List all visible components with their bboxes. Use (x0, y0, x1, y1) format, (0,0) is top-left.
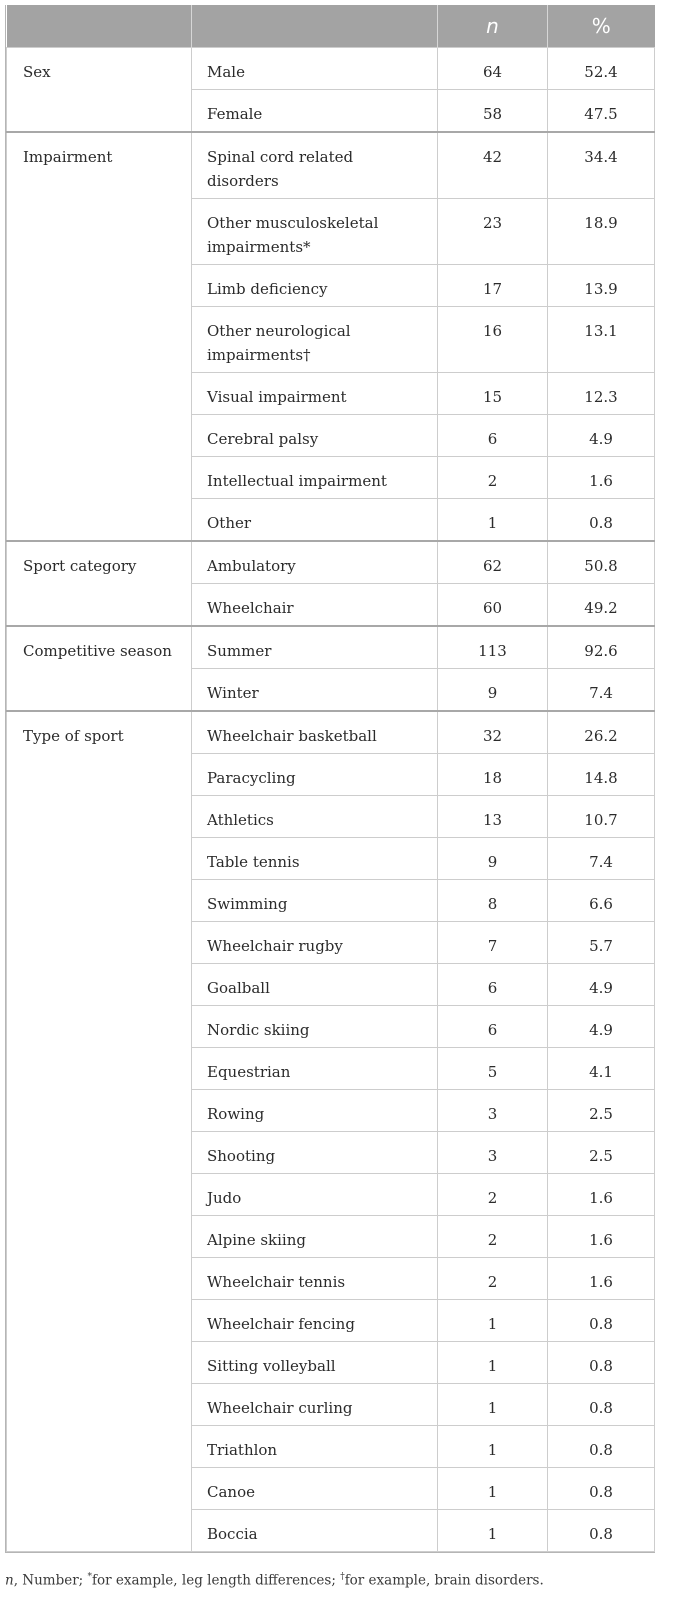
header-percent: % (548, 5, 655, 48)
row-label-cell: Boccia (192, 1510, 438, 1552)
row-n-cell: 15 (438, 373, 548, 415)
row-percent-cell: 26.2 (548, 711, 655, 754)
row-n-cell: 62 (438, 541, 548, 584)
row-n-cell: 6 (438, 964, 548, 1006)
footnote-dagger-symbol: † (340, 1572, 345, 1582)
row-percent-cell: 2.5 (548, 1090, 655, 1132)
row-percent-cell: 92.6 (548, 626, 655, 669)
row-label-cell: Wheelchair (192, 584, 438, 627)
row-n-cell: 32 (438, 711, 548, 754)
row-label-cell: Male (192, 48, 438, 90)
row-label-cell: Wheelchair tennis (192, 1258, 438, 1300)
row-percent-cell: 7.4 (548, 669, 655, 712)
table-row (7, 541, 655, 584)
row-percent-cell: 0.8 (548, 1426, 655, 1468)
row-label-cell: Alpine skiing (192, 1216, 438, 1258)
row-n-cell: 3 (438, 1090, 548, 1132)
footnote-n-text: , Number; (13, 1572, 88, 1589)
table-row (7, 626, 655, 669)
row-n-cell: 60 (438, 584, 548, 627)
row-n-cell: 113 (438, 626, 548, 669)
row-n-cell: 13 (438, 796, 548, 838)
row-percent-cell: 0.8 (548, 1384, 655, 1426)
row-percent-cell: 52.4 (548, 48, 655, 90)
row-label-cell: Wheelchair basketball (192, 711, 438, 754)
row-n-cell: 9 (438, 669, 548, 712)
row-percent-cell: 13.1 (548, 307, 655, 373)
row-n-cell: 2 (438, 457, 548, 499)
row-category-cell: Impairment (7, 132, 192, 541)
row-percent-cell: 50.8 (548, 541, 655, 584)
row-n-cell: 1 (438, 1342, 548, 1384)
row-label-cell: Paracycling (192, 754, 438, 796)
row-label-cell: Summer (192, 626, 438, 669)
row-percent-cell: 1.6 (548, 1216, 655, 1258)
row-n-cell: 1 (438, 1384, 548, 1426)
row-label-cell: Other neurological impairments† (192, 307, 438, 373)
row-percent-cell: 18.9 (548, 199, 655, 265)
table-footnote (5, 1572, 665, 1589)
footnote-star-text: for example, leg length differences; (92, 1572, 341, 1589)
row-label-cell: Other (192, 499, 438, 542)
row-label-cell: Visual impairment (192, 373, 438, 415)
row-n-cell: 64 (438, 48, 548, 90)
row-category-cell: Competitive season (7, 626, 192, 711)
row-label-cell: Table tennis (192, 838, 438, 880)
footnote-star-symbol: * (87, 1572, 93, 1582)
row-n-cell: 3 (438, 1132, 548, 1174)
row-category-cell: Sport category (7, 541, 192, 626)
table-body (7, 48, 655, 1552)
row-percent-cell: 1.6 (548, 457, 655, 499)
row-percent-cell: 14.8 (548, 754, 655, 796)
row-n-cell: 9 (438, 838, 548, 880)
row-label-cell: Winter (192, 669, 438, 712)
row-label-cell: Other musculoskeletal impairments* (192, 199, 438, 265)
row-percent-cell: 2.5 (548, 1132, 655, 1174)
table-row (7, 132, 655, 199)
row-n-cell: 8 (438, 880, 548, 922)
row-n-cell: 6 (438, 1006, 548, 1048)
row-percent-cell: 4.9 (548, 415, 655, 457)
row-label-cell: Cerebral palsy (192, 415, 438, 457)
row-percent-cell: 49.2 (548, 584, 655, 627)
row-percent-cell: 7.4 (548, 838, 655, 880)
row-n-cell: 1 (438, 1426, 548, 1468)
row-label-cell: Limb deficiency (192, 265, 438, 307)
footnote-dagger-text: for example, brain disorders. (344, 1572, 544, 1589)
row-label-cell: Ambulatory (192, 541, 438, 584)
row-percent-cell: 4.1 (548, 1048, 655, 1090)
header-category (7, 5, 192, 48)
row-label-cell: Intellectual impairment (192, 457, 438, 499)
row-label-cell: Canoe (192, 1468, 438, 1510)
row-percent-cell: 34.4 (548, 132, 655, 199)
row-label-cell: Nordic skiing (192, 1006, 438, 1048)
row-percent-cell: 4.9 (548, 1006, 655, 1048)
row-percent-cell: 1.6 (548, 1258, 655, 1300)
row-n-cell: 18 (438, 754, 548, 796)
table-row (7, 711, 655, 754)
row-n-cell: 2 (438, 1258, 548, 1300)
table-header (7, 5, 655, 48)
row-label-cell: Wheelchair fencing (192, 1300, 438, 1342)
row-percent-cell: 0.8 (548, 1342, 655, 1384)
row-percent-cell: 1.6 (548, 1174, 655, 1216)
row-n-cell: 7 (438, 922, 548, 964)
row-n-cell: 5 (438, 1048, 548, 1090)
row-label-cell: Judo (192, 1174, 438, 1216)
table-row (7, 48, 655, 90)
footnote-n-symbol: n (5, 1572, 14, 1589)
row-label-cell: Athletics (192, 796, 438, 838)
row-percent-cell: 0.8 (548, 1468, 655, 1510)
row-n-cell: 42 (438, 132, 548, 199)
row-category-cell: Type of sport (7, 711, 192, 1552)
row-label-cell: Wheelchair rugby (192, 922, 438, 964)
row-n-cell: 17 (438, 265, 548, 307)
row-label-cell: Swimming (192, 880, 438, 922)
row-label-cell: Wheelchair curling (192, 1384, 438, 1426)
row-percent-cell: 47.5 (548, 90, 655, 133)
row-n-cell: 16 (438, 307, 548, 373)
row-n-cell: 58 (438, 90, 548, 133)
row-percent-cell: 10.7 (548, 796, 655, 838)
row-n-cell: 1 (438, 1510, 548, 1552)
row-percent-cell: 5.7 (548, 922, 655, 964)
row-percent-cell: 4.9 (548, 964, 655, 1006)
row-percent-cell: 0.8 (548, 1510, 655, 1552)
row-percent-cell: 6.6 (548, 880, 655, 922)
row-n-cell: 1 (438, 1468, 548, 1510)
data-table-container (5, 5, 655, 1553)
row-n-cell: 23 (438, 199, 548, 265)
header-n: n (438, 5, 548, 48)
row-percent-cell: 13.9 (548, 265, 655, 307)
row-percent-cell: 0.8 (548, 499, 655, 542)
row-label-cell: Equestrian (192, 1048, 438, 1090)
row-category-cell: Sex (7, 48, 192, 133)
row-n-cell: 1 (438, 499, 548, 542)
header-row (7, 5, 655, 48)
row-label-cell: Spinal cord related disorders (192, 132, 438, 199)
row-label-cell: Goalball (192, 964, 438, 1006)
row-label-cell: Rowing (192, 1090, 438, 1132)
row-percent-cell: 0.8 (548, 1300, 655, 1342)
data-table (6, 5, 655, 1552)
row-label-cell: Triathlon (192, 1426, 438, 1468)
row-n-cell: 6 (438, 415, 548, 457)
row-n-cell: 1 (438, 1300, 548, 1342)
row-n-cell: 2 (438, 1216, 548, 1258)
row-percent-cell: 12.3 (548, 373, 655, 415)
row-label-cell: Female (192, 90, 438, 133)
row-label-cell: Shooting (192, 1132, 438, 1174)
row-n-cell: 2 (438, 1174, 548, 1216)
header-subcategory (192, 5, 438, 48)
row-label-cell: Sitting volleyball (192, 1342, 438, 1384)
